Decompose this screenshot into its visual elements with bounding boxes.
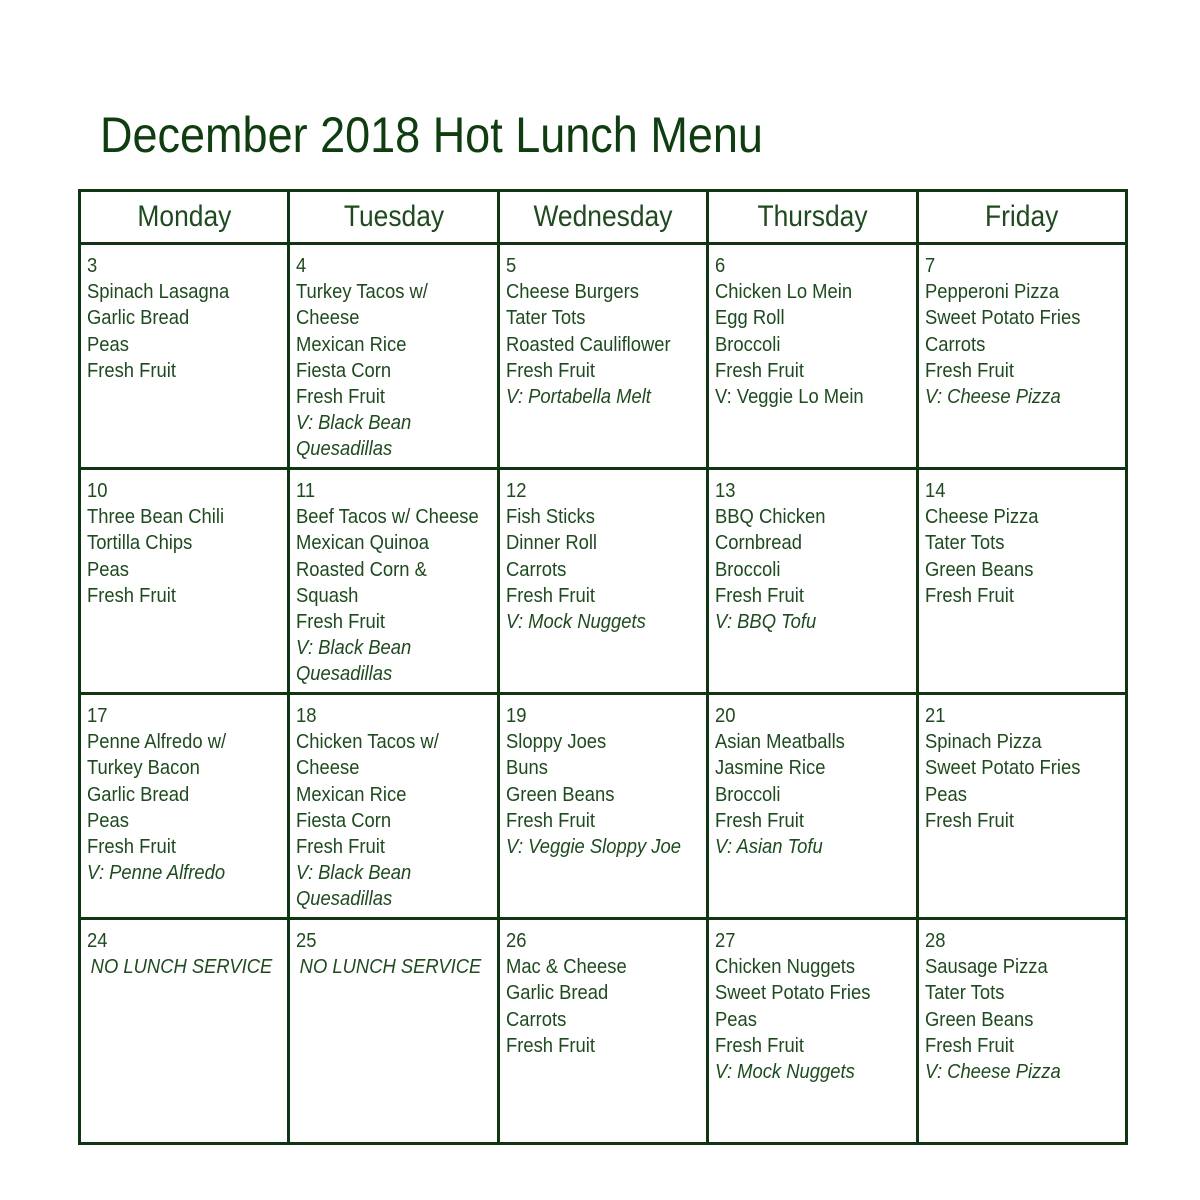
day-cell	[289, 469, 498, 694]
menu-item: Turkey Bacon	[87, 757, 200, 780]
day-cell	[708, 694, 917, 919]
menu-item: Fresh Fruit	[87, 836, 176, 859]
day-number: 17	[87, 705, 108, 727]
menu-item: Peas	[87, 558, 129, 581]
vegetarian-option: V: Black Bean	[296, 412, 412, 435]
day-cell	[498, 469, 707, 694]
day-cell-content	[709, 470, 915, 635]
day-number: 20	[715, 705, 736, 727]
weekday-label: Friday	[985, 200, 1059, 233]
menu-item: Peas	[87, 333, 129, 356]
menu-item: Cheese Pizza	[924, 506, 1039, 529]
day-cell	[80, 694, 289, 919]
day-cell-content	[919, 695, 1125, 834]
day-number: 11	[296, 480, 316, 502]
weekday-header-wednesday	[498, 191, 707, 244]
menu-item: Fiesta Corn	[296, 359, 392, 382]
menu-item: Buns	[505, 757, 548, 780]
day-cell	[917, 919, 1126, 1144]
menu-item: V: Veggie Lo Mein	[715, 386, 864, 409]
menu-item: Mac & Cheese	[505, 956, 627, 979]
menu-item: Cheese Burgers	[505, 281, 639, 304]
vegetarian-option: V: Cheese Pizza	[924, 1061, 1061, 1084]
day-cell	[708, 244, 917, 469]
menu-item: Cheese	[296, 757, 360, 780]
menu-item: Fresh Fruit	[924, 359, 1014, 382]
day-cell-content	[81, 245, 287, 384]
vegetarian-option: Quesadillas	[296, 888, 393, 911]
vegetarian-option: Quesadillas	[296, 438, 393, 461]
vegetarian-option: V: Penne Alfredo	[87, 862, 226, 885]
menu-item: Sweet Potato Fries	[924, 307, 1081, 330]
menu-item: Chicken Tacos w/	[296, 731, 440, 754]
day-cell-content	[919, 920, 1125, 1085]
menu-item: Squash	[296, 584, 359, 607]
day-cell	[80, 469, 289, 694]
menu-item: Tater Tots	[924, 532, 1004, 555]
menu-item: Mexican Rice	[296, 783, 407, 806]
day-cell-content	[290, 470, 496, 688]
menu-item: Carrots	[924, 333, 985, 356]
menu-item: Fresh Fruit	[505, 1034, 595, 1057]
day-cell	[80, 244, 289, 469]
weekday-header-monday	[80, 191, 289, 244]
weekday-header-row	[80, 191, 1127, 244]
menu-item: Roasted Corn &	[296, 558, 428, 581]
week-row	[80, 469, 1127, 694]
menu-item: Fresh Fruit	[87, 359, 176, 382]
vegetarian-option: V: Asian Tofu	[715, 836, 823, 859]
menu-item: Fresh Fruit	[715, 584, 805, 607]
menu-item: Dinner Roll	[505, 532, 597, 555]
day-cell-content	[290, 920, 496, 980]
day-number: 10	[87, 480, 108, 502]
day-cell	[708, 469, 917, 694]
day-cell	[498, 244, 707, 469]
vegetarian-option: V: Cheese Pizza	[924, 386, 1061, 409]
menu-item: Peas	[715, 1008, 758, 1031]
menu-item: Chicken Nuggets	[715, 956, 856, 979]
menu-item: Carrots	[505, 558, 567, 581]
no-lunch-notice: NO LUNCH SERVICE	[300, 956, 482, 979]
menu-item: Mexican Quinoa	[296, 532, 430, 555]
menu-item: Beef Tacos w/ Cheese	[296, 506, 480, 529]
menu-item: Sweet Potato Fries	[715, 982, 871, 1005]
menu-item: Fresh Fruit	[924, 1034, 1014, 1057]
menu-item: Spinach Pizza	[924, 731, 1042, 754]
menu-item: Fresh Fruit	[505, 359, 595, 382]
weekday-label: Monday	[137, 200, 232, 233]
menu-item: Tater Tots	[924, 982, 1004, 1005]
day-number: 21	[924, 705, 946, 727]
day-cell-content	[500, 245, 706, 410]
day-number: 12	[505, 480, 527, 502]
week-row	[80, 694, 1127, 919]
menu-item: Broccoli	[715, 558, 781, 581]
menu-item: Sloppy Joes	[505, 731, 607, 754]
menu-item: Pepperoni Pizza	[924, 281, 1059, 304]
menu-item: Fresh Fruit	[924, 584, 1014, 607]
menu-item: Broccoli	[715, 333, 781, 356]
day-number: 19	[505, 705, 527, 727]
weekday-header-thursday	[708, 191, 917, 244]
weekday-label: Thursday	[757, 200, 868, 233]
menu-item: Cheese	[296, 307, 360, 330]
menu-item: Fish Sticks	[505, 506, 595, 529]
day-number: 13	[715, 480, 736, 502]
day-number: 6	[715, 255, 726, 277]
menu-item: Tortilla Chips	[87, 532, 193, 555]
menu-item: Peas	[924, 783, 967, 806]
day-cell	[917, 244, 1126, 469]
page-title: December 2018 Hot Lunch Menu	[100, 107, 763, 163]
day-number: 18	[296, 705, 317, 727]
menu-item: Fresh Fruit	[87, 584, 176, 607]
week-row	[80, 919, 1127, 1144]
menu-item: Fresh Fruit	[505, 584, 595, 607]
vegetarian-option: Quesadillas	[296, 663, 393, 686]
day-number: 14	[924, 480, 946, 502]
weekday-label: Tuesday	[343, 200, 444, 233]
day-cell-content	[500, 695, 706, 860]
vegetarian-option: V: Mock Nuggets	[715, 1061, 855, 1084]
menu-item: Mexican Rice	[296, 333, 407, 356]
day-cell	[498, 919, 707, 1144]
day-cell-content	[500, 470, 706, 635]
menu-item: Fiesta Corn	[296, 809, 392, 832]
menu-item: Peas	[87, 809, 129, 832]
menu-item: Cornbread	[715, 532, 803, 555]
menu-item: BBQ Chicken	[715, 506, 826, 529]
weekday-label: Wednesday	[533, 200, 673, 233]
day-cell-content	[81, 695, 287, 886]
menu-item: Asian Meatballs	[715, 731, 846, 754]
week-row	[80, 244, 1127, 469]
day-number: 4	[296, 255, 307, 277]
menu-item: Green Beans	[505, 783, 615, 806]
menu-item: Chicken Lo Mein	[715, 281, 853, 304]
day-cell	[289, 919, 498, 1144]
menu-item: Green Beans	[924, 1008, 1033, 1031]
menu-item: Green Beans	[924, 558, 1033, 581]
no-lunch-notice: NO LUNCH SERVICE	[90, 956, 273, 979]
day-cell-content	[709, 920, 915, 1085]
day-number: 3	[87, 255, 98, 277]
menu-item: Three Bean Chili	[87, 506, 225, 529]
menu-item: Spinach Lasagna	[87, 281, 230, 304]
menu-item: Fresh Fruit	[924, 809, 1014, 832]
day-cell-content	[709, 245, 915, 410]
day-number: 7	[924, 255, 935, 277]
vegetarian-option: V: Mock Nuggets	[505, 611, 646, 634]
day-cell-content	[81, 470, 287, 609]
day-number: 25	[296, 930, 317, 952]
day-cell	[917, 469, 1126, 694]
lunch-calendar	[78, 189, 1128, 1145]
day-number: 27	[715, 930, 736, 952]
menu-item: Fresh Fruit	[715, 1034, 805, 1057]
day-cell-content	[290, 245, 496, 463]
day-cell-content	[919, 470, 1125, 609]
day-cell	[289, 244, 498, 469]
vegetarian-option: V: Veggie Sloppy Joe	[505, 836, 681, 859]
menu-item: Garlic Bread	[505, 982, 609, 1005]
day-cell	[498, 694, 707, 919]
vegetarian-option: V: Portabella Melt	[505, 386, 651, 409]
menu-item: Penne Alfredo w/	[87, 731, 227, 754]
calendar-body	[80, 244, 1127, 1144]
day-cell	[708, 919, 917, 1144]
menu-item: Sweet Potato Fries	[924, 757, 1081, 780]
day-cell-content	[81, 920, 287, 980]
menu-item: Fresh Fruit	[296, 836, 386, 859]
weekday-header-friday	[917, 191, 1126, 244]
menu-item: Egg Roll	[715, 307, 785, 330]
menu-item: Fresh Fruit	[296, 386, 386, 409]
menu-item: Jasmine Rice	[715, 757, 826, 780]
menu-item: Tater Tots	[505, 307, 586, 330]
vegetarian-option: V: BBQ Tofu	[715, 611, 817, 634]
day-number: 28	[924, 930, 946, 952]
day-cell-content	[500, 920, 706, 1059]
weekday-header-tuesday	[289, 191, 498, 244]
menu-item: Roasted Cauliflower	[505, 333, 671, 356]
vegetarian-option: V: Black Bean	[296, 637, 412, 660]
menu-item: Carrots	[505, 1008, 567, 1031]
menu-item: Turkey Tacos w/	[296, 281, 429, 304]
menu-item: Garlic Bread	[87, 307, 190, 330]
menu-item: Fresh Fruit	[505, 809, 595, 832]
day-cell-content	[919, 245, 1125, 410]
menu-item: Garlic Bread	[87, 783, 190, 806]
menu-item: Broccoli	[715, 783, 781, 806]
day-number: 5	[505, 255, 517, 277]
day-cell-content	[709, 695, 915, 860]
menu-item: Fresh Fruit	[296, 611, 386, 634]
day-number: 24	[87, 930, 108, 952]
day-number: 26	[505, 930, 527, 952]
menu-item: Fresh Fruit	[715, 809, 805, 832]
menu-item: Fresh Fruit	[715, 359, 805, 382]
day-cell	[917, 694, 1126, 919]
vegetarian-option: V: Black Bean	[296, 862, 412, 885]
day-cell	[80, 919, 289, 1144]
day-cell	[289, 694, 498, 919]
day-cell-content	[290, 695, 496, 913]
menu-item: Sausage Pizza	[924, 956, 1048, 979]
